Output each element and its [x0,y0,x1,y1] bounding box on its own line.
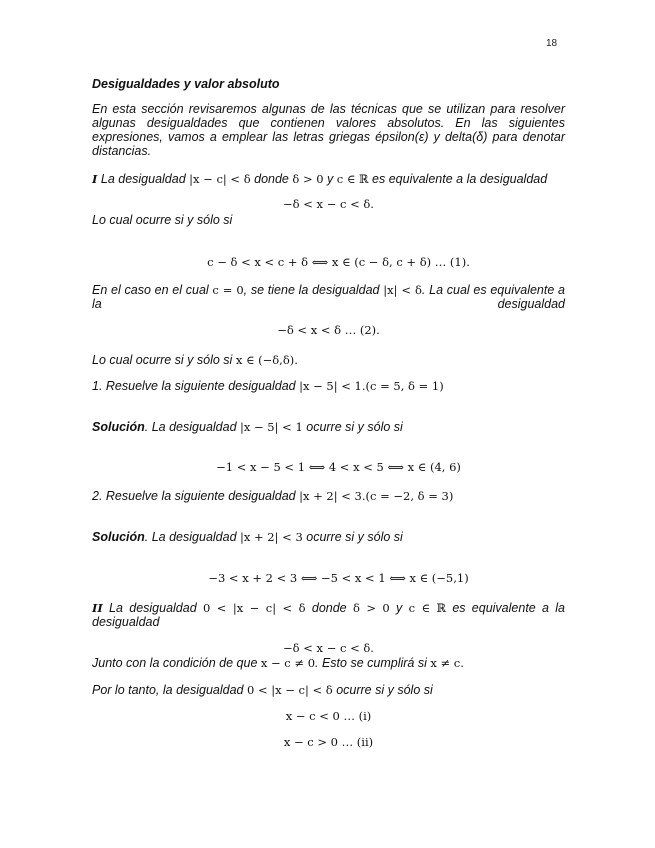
page-number: 18 [546,38,558,49]
part1-statement: I La desigualdad |x − c| < δ donde δ > 0 y c ∈ ℝ es equivalente a la desigualdad [92,172,548,186]
math-inline: |x + 2| < 3 [240,530,303,544]
equation-i: x − c < 0 … (i) [285,709,372,723]
condition-line: Junto con la condición de que x − c ≠ 0. Esto se cumplirá si x ≠ c. [92,656,464,670]
math-inline: x ∈ (−δ,δ). [235,353,298,367]
math-inline: 0 < |x − c| < δ [246,683,333,697]
exercise-1-solution: Solución. La desigualdad |x − 5| < 1 ocurre si y sólo si [92,420,403,434]
solution-label: Solución [92,420,145,434]
math-inline: |x| < δ [383,283,422,297]
iff-text: Lo cual ocurre si y sólo si [92,213,233,227]
exercise-2-solution: Solución. La desigualdad |x + 2| < 3 ocurre si y sólo si [92,530,403,544]
math-inline: δ > 0 [292,172,324,186]
part1-roman: I [92,172,98,186]
part2-statement-line2: desigualdad [92,615,160,629]
exercise-2-equation: −3 < x + 2 < 3 ⟺ −5 < x < 1 ⟺ x ∈ (−5,1) [208,571,469,585]
math-inline: |x + 2| < 3.(c = −2, δ = 3) [299,489,454,503]
section-title: Desigualdades y valor absoluto [92,77,280,91]
exercise-1-equation: −1 < x − 5 < 1 ⟺ 4 < x < 5 ⟺ x ∈ (4, 6) [216,460,461,474]
solution-label: Solución [92,530,145,544]
equation-2: −δ < x < δ … (2). [277,323,380,337]
math-inline: |x − c| < δ [189,172,251,186]
math-inline: |x − 5| < 1.(c = 5, δ = 1) [299,379,444,393]
iff-text-2: Lo cual ocurre si y sólo si x ∈ (−δ,δ). [92,353,298,367]
equation: −δ < x − c < δ. [283,641,374,655]
math-inline: |x − 5| < 1 [240,420,303,434]
math-inline: x − c ≠ 0 [260,656,316,670]
math-inline: c ∈ ℝ [408,601,447,615]
equation-ii: x − c > 0 … (ii) [283,735,374,749]
case-c0-line: En el caso en el cual c = 0, se tiene la desigualdad |x| < δ. La cual es equivalente a la desigualdad [92,283,565,311]
intro-paragraph: En esta sección revisaremos algunas de las técnicas que se utilizan para resolver algunas desigualdades que contienen valores absolutos. En las siguientes expresiones, vamos a emplear las letras griegas épsilon(ε) y delta(δ) para denotar distancias. [92,102,565,158]
exercise-1-prompt: 1. Resuelve la siguiente desigualdad |x − 5| < 1.(c = 5, δ = 1) [92,379,444,393]
equation-1: c − δ < x < c + δ ⟺ x ∈ (c − δ, c + δ) … (1). [207,255,470,269]
exercise-2-prompt: 2. Resuelve la siguiente desigualdad |x + 2| < 3.(c = −2, δ = 3) [92,489,454,503]
math-inline: δ > 0 [352,601,390,615]
equation: −δ < x − c < δ. [283,197,374,211]
part2-roman: II [92,601,103,615]
math-inline: c = 0 [212,283,244,297]
math-inline: x ≠ c. [430,656,464,670]
math-inline: c ∈ ℝ [336,172,369,186]
math-inline: 0 < |x − c| < δ [202,601,306,615]
part2-statement-line1: II La desigualdad 0 < |x − c| < δ donde δ > 0 y c ∈ ℝ es equivalente a la [92,601,565,615]
therefore-line: Por lo tanto, la desigualdad 0 < |x − c| < δ ocurre si y sólo si [92,683,433,697]
